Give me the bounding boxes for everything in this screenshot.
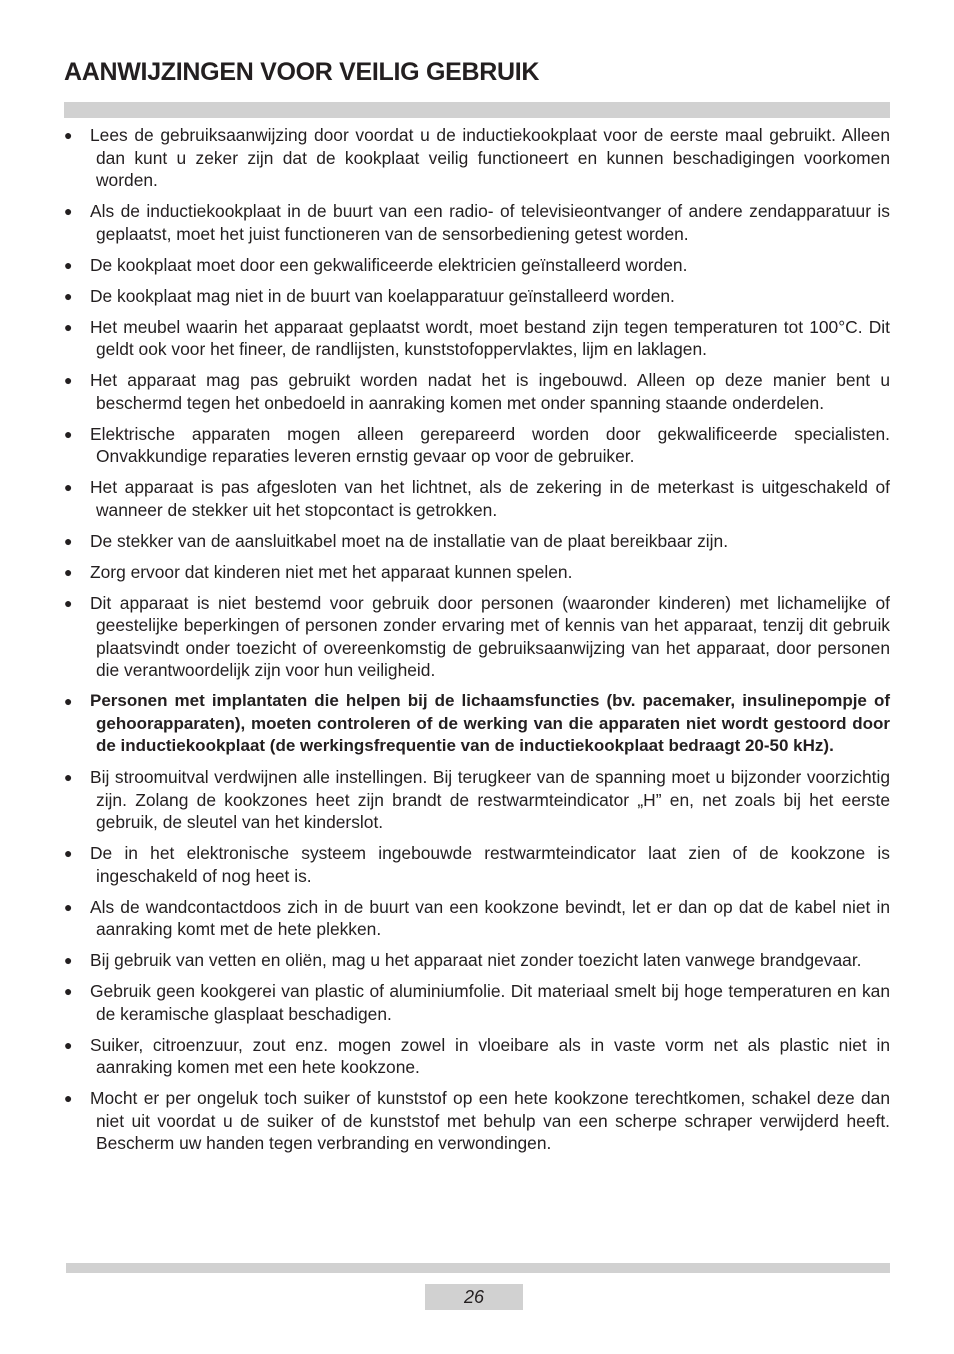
bullet-icon: ● [64, 594, 73, 611]
page-number: 26 [425, 1284, 523, 1310]
list-item [64, 690, 890, 758]
list-item [64, 842, 890, 887]
list-item [64, 592, 890, 682]
list-item [64, 285, 890, 308]
list-item [64, 530, 890, 553]
list-item-text: Suiker, citroenzuur, zout enz. mogen zowel in vloeibare als in vaste vorm net als plastic niet in aanraking komen met een hete kookzone. [90, 1034, 890, 1077]
bullet-icon: ● [64, 479, 73, 495]
list-item-text: Het meubel waarin het apparaat geplaatst wordt, moet bestand zijn tegen temperaturen tot 100°C. Dit geldt ook voor het fineer, de randlijsten, kunststofoppervlaktes, lijm en laklagen. [90, 316, 890, 359]
bullet-icon: ● [64, 983, 73, 999]
bullet-icon: ● [64, 532, 73, 549]
bullet-icon: ● [64, 318, 73, 335]
list-item [64, 949, 890, 972]
footer-divider-bar [66, 1263, 890, 1273]
bullet-icon: ● [64, 769, 73, 785]
bullet-icon: ● [64, 845, 73, 861]
list-item-text: Het apparaat mag pas gebruikt worden nadat het is ingebouwd. Alleen op deze manier bent u beschermd tegen het onbedoeld in aanraking komen met onder spanning staande onderdelen. [90, 370, 890, 413]
header-divider-bar [64, 102, 890, 118]
list-item [64, 423, 890, 468]
list-item [64, 476, 890, 521]
list-item [64, 1087, 890, 1155]
list-item [64, 561, 890, 584]
list-item-text: Bij stroomuitval verdwijnen alle instellingen. Bij terugkeer van de spanning moet u bijzonder voorzichtig zijn. Zolang de kookzones heet zijn brandt de restwarmteindicator „H” en, net zoals bij het eerste gebruik, de sleutel van het kinderslot. [90, 767, 890, 832]
list-item-text: De stekker van de aansluitkabel moet na de installatie van de plaat bereikbaar zijn. [90, 530, 729, 551]
list-item [64, 980, 890, 1025]
list-item [64, 896, 890, 941]
list-item-text: Bij gebruik van vetten en oliën, mag u het apparaat niet zonder toezicht laten vanwege brandgevaar. [90, 950, 862, 970]
list-item-text: Dit apparaat is niet bestemd voor gebruik door personen (waaronder kinderen) met lichamelijke of geestelijke beperkingen of personen zonder ervaring met of kennis van het apparaat, tenzij dit gebruik plaatsvindt onder toezicht of overeenkomstig de gebruiksaanwijzing van het apparaat, door personen die verantwoordelijk zijn voor hun veiligheid. [90, 592, 890, 680]
safety-instructions-list [64, 124, 890, 1163]
list-item-text: Personen met implantaten die helpen bij de lichaamsfuncties (bv. pacemaker, insulinepompje of gehoorapparaten), moeten controleren of de werking van die apparaten niet wordt gestoord door de inductiekookplaat (de werkingsfrequentie van de inductiekookplaat bedraagt 20-50 kHz). [90, 691, 890, 755]
bullet-icon: ● [64, 1090, 73, 1106]
list-item-text: Het apparaat is pas afgesloten van het lichtnet, als de zekering in de meterkast is uitgeschakeld of wanneer de stekker uit het stopcontact is getrokken. [90, 477, 890, 520]
list-item [64, 316, 890, 361]
list-item [64, 254, 890, 277]
bullet-icon: ● [64, 256, 73, 273]
bullet-icon: ● [64, 425, 73, 442]
list-item-text: De kookplaat mag niet in de buurt van koelapparatuur geïnstalleerd worden. [90, 285, 675, 306]
list-item-text: Lees de gebruiksaanwijzing door voordat u de inductiekookplaat voor de eerste maal gebruikt. Alleen dan kunt u zeker zijn dat de kookplaat veilig functioneert en kunnen beschadigingen voorkomen worden. [90, 125, 890, 190]
list-item-text: Elektrische apparaten mogen alleen gerepareerd worden door gekwalificeerde specialisten. Onvakkundige reparaties leveren ernstig gevaar op voor de gebruiker. [90, 423, 890, 466]
list-item [64, 1034, 890, 1079]
page-title: AANWIJZINGEN VOOR VEILIG GEBRUIK [64, 58, 540, 86]
bullet-icon: ● [64, 898, 73, 915]
bullet-icon: ● [64, 127, 73, 143]
list-item-text: Als de inductiekookplaat in de buurt van een radio- of televisieontvanger of andere zendapparatuur is geplaatst, moet het juist functioneren van de sensorbediening getest worden. [90, 201, 890, 244]
bullet-icon: ● [64, 563, 73, 580]
list-item [64, 200, 890, 245]
list-item-text: Zorg ervoor dat kinderen niet met het apparaat kunnen spelen. [90, 561, 573, 582]
bullet-icon: ● [64, 203, 73, 219]
list-item-text: Mocht er per ongeluk toch suiker of kunststof op een hete kookzone terechtkomen, schakel deze dan niet uit voordat u de suiker of de kunststof met behulp van een scherpe schraper verwijderd heeft. Bescherm uw handen tegen verbranding en verwondingen. [90, 1088, 890, 1153]
list-item-text: Als de wandcontactdoos zich in de buurt van een kookzone bevindt, let er dan op dat de kabel niet in aanraking komt met de hete plekken. [90, 896, 890, 939]
bullet-icon: ● [64, 952, 73, 968]
bullet-icon: ● [64, 287, 73, 304]
bullet-icon: ● [64, 693, 73, 709]
bullet-icon: ● [64, 1036, 73, 1053]
list-item-text: De kookplaat moet door een gekwalificeerde elektricien geïnstalleerd worden. [90, 254, 688, 275]
list-item [64, 369, 890, 414]
list-item [64, 124, 890, 192]
list-item [64, 766, 890, 834]
list-item-text: Gebruik geen kookgerei van plastic of aluminiumfolie. Dit materiaal smelt bij hoge temperaturen en kan de keramische glasplaat beschadigen. [90, 981, 890, 1024]
bullet-icon: ● [64, 372, 73, 388]
list-item-text: De in het elektronische systeem ingebouwde restwarmteindicator laat zien of de kookzone is ingeschakeld of nog heet is. [90, 843, 890, 886]
